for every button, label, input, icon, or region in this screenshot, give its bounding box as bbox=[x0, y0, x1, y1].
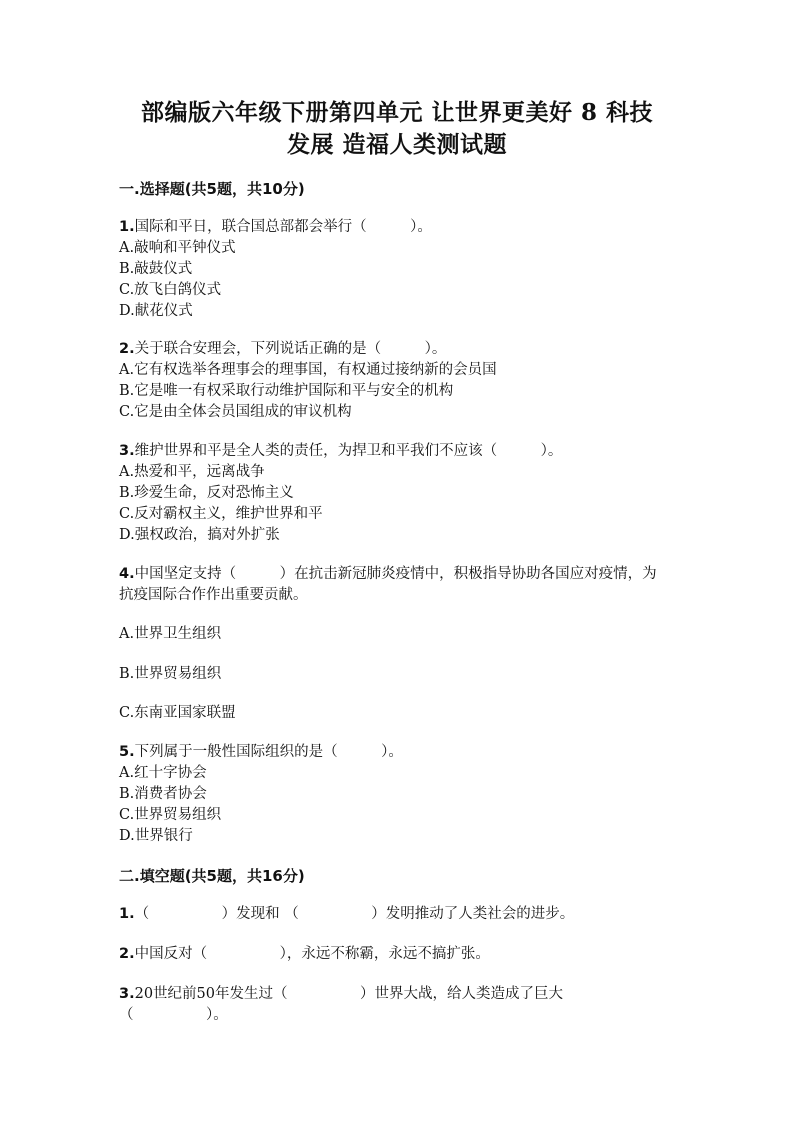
fill-question-3 bbox=[119, 984, 609, 1026]
title-line-1: 部编版六年级下册第四单元 让世界更美好 8 科技 bbox=[140, 99, 654, 126]
question-text: 关于联合安理会，下列说话正确的是（ ）。 bbox=[134, 341, 447, 357]
question-text: 维护世界和平是全人类的责任，为捍卫和平我们不应该（ ）。 bbox=[134, 443, 563, 459]
option-2a: A.它有权选举各理事会的理事国，有权通过接纳新的会员国 bbox=[119, 362, 497, 378]
fill-question-1 bbox=[119, 904, 679, 925]
option-2b: B.它是唯一有权采取行动维护国际和平与安全的机构 bbox=[119, 383, 454, 399]
question-number: 3. bbox=[119, 986, 135, 1002]
question-text: 中国反对（ ），永远不称霸，永远不搞扩张。 bbox=[134, 946, 490, 962]
option-5b: B.消费者协会 bbox=[119, 786, 207, 802]
question-3 bbox=[119, 441, 679, 462]
section-1-heading: 一.选择题(共5题，共10分) bbox=[119, 180, 305, 198]
option-1a: A.敲响和平钟仪式 bbox=[119, 240, 236, 256]
option-5a: A.红十字协会 bbox=[119, 765, 207, 781]
option-3b: B.珍爱生命，反对恐怖主义 bbox=[119, 485, 294, 501]
section-2-heading: 二.填空题(共5题，共16分) bbox=[119, 867, 305, 885]
title-line-2: 发展 造福人类测试题 bbox=[286, 131, 507, 158]
option-4c: C.东南亚国家联盟 bbox=[119, 705, 236, 721]
option-5d: D.世界银行 bbox=[119, 828, 193, 844]
question-number: 5. bbox=[119, 744, 135, 760]
question-text: 国际和平日，联合国总部都会举行（ ）。 bbox=[134, 219, 432, 235]
option-4b: B.世界贸易组织 bbox=[119, 666, 222, 682]
question-text: 下列属于一般性国际组织的是（ ）。 bbox=[134, 744, 403, 760]
question-number: 2. bbox=[119, 341, 135, 357]
question-number: 1. bbox=[119, 219, 135, 235]
option-4a: A.世界卫生组织 bbox=[119, 626, 222, 642]
question-text: 20世纪前50年发生过（ ）世界大战，给人类造成了巨大（ ）。 bbox=[119, 986, 564, 1023]
question-number: 4. bbox=[119, 566, 135, 582]
question-5 bbox=[119, 742, 679, 763]
option-1c: C.放飞白鸽仪式 bbox=[119, 282, 222, 298]
option-1b: B.敲鼓仪式 bbox=[119, 261, 193, 277]
option-3c: C.反对霸权主义，维护世界和平 bbox=[119, 506, 323, 522]
option-2c: C.它是由全体会员国组成的审议机构 bbox=[119, 404, 352, 420]
question-number: 2. bbox=[119, 946, 135, 962]
option-3a: A.热爱和平，远离战争 bbox=[119, 464, 265, 480]
option-3d: D.强权政治，搞对外扩张 bbox=[119, 527, 280, 543]
question-text: 中国坚定支持（ ）在抗击新冠肺炎疫情中，积极指导协助各国应对疫情，为抗疫国际合作作出重要贡献。 bbox=[119, 566, 657, 603]
question-1 bbox=[119, 217, 679, 238]
question-number: 1. bbox=[119, 906, 135, 922]
question-text: （ ）发现和 （ ）发明推动了人类社会的进步。 bbox=[134, 906, 575, 922]
question-4 bbox=[119, 564, 667, 606]
fill-question-2 bbox=[119, 944, 679, 965]
question-2 bbox=[119, 339, 679, 360]
question-number: 3. bbox=[119, 443, 135, 459]
option-1d: D.献花仪式 bbox=[119, 303, 193, 319]
option-5c: C.世界贸易组织 bbox=[119, 807, 222, 823]
